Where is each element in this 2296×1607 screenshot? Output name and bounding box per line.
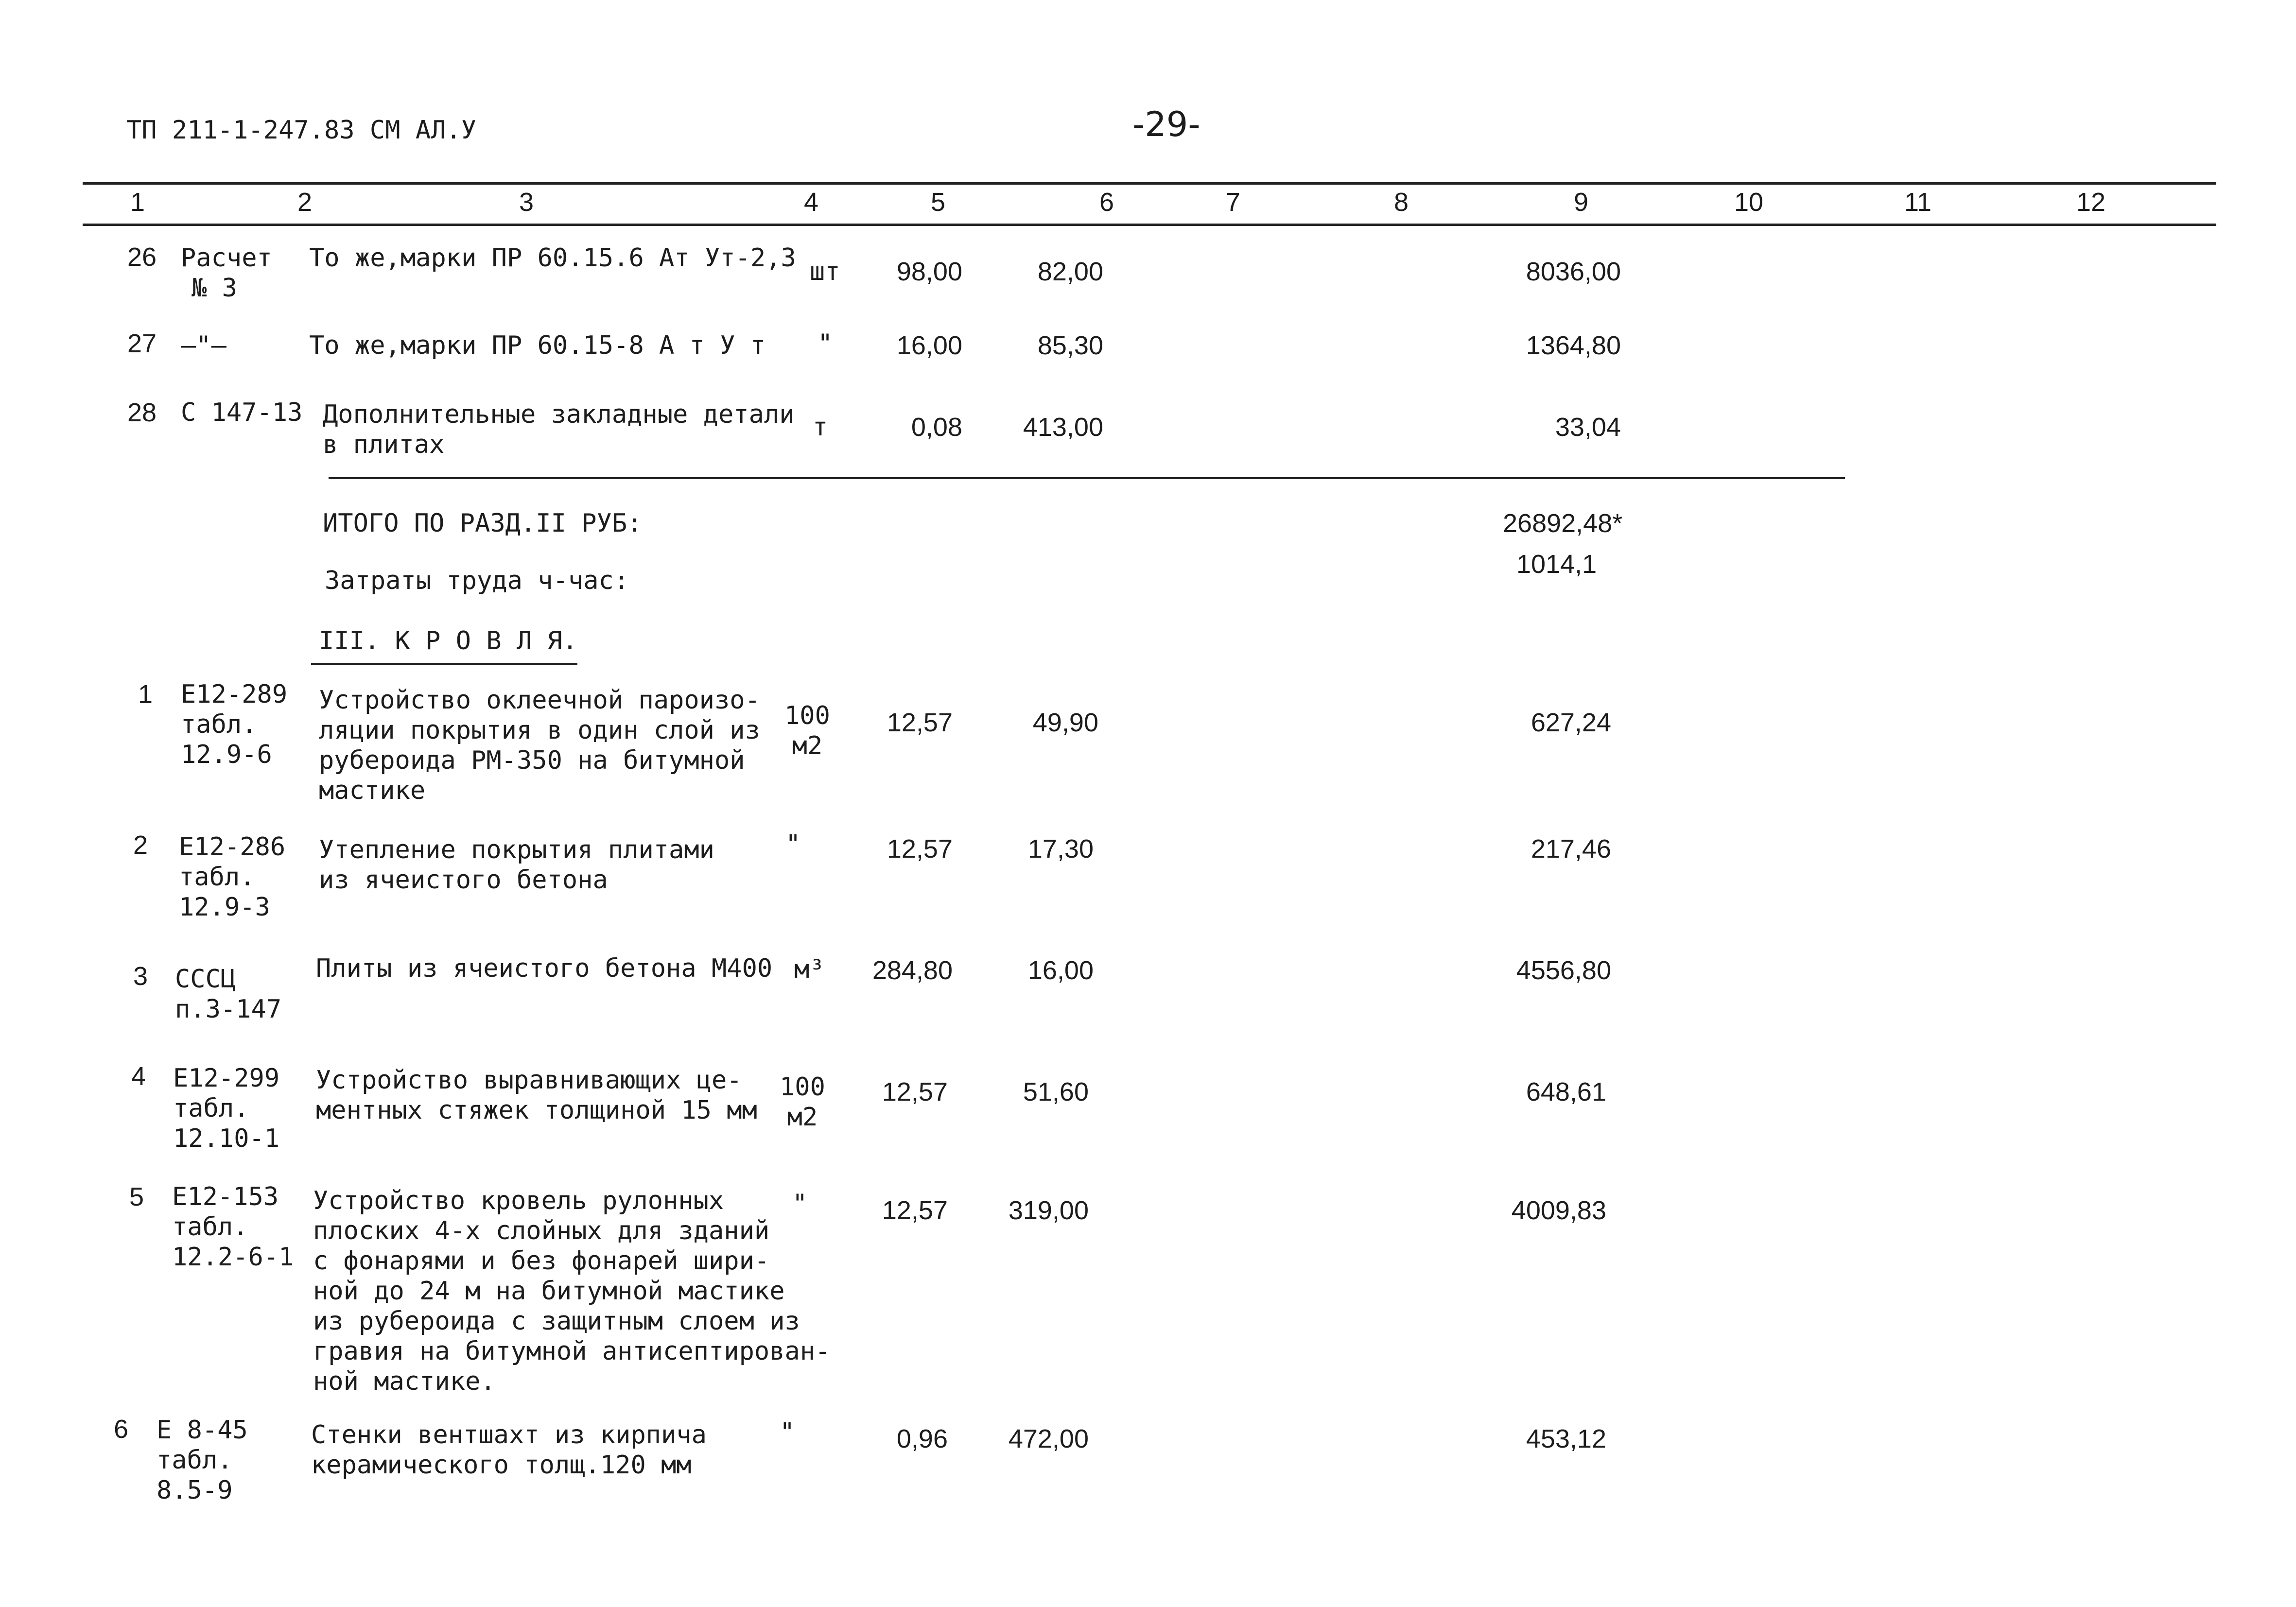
subtotal-rule [329, 477, 1845, 479]
unit-line: 100 [784, 701, 830, 730]
desc-line: плоских 4-х слойных для зданий [313, 1216, 770, 1245]
desc-line: Стенки вентшахт из кирпича [311, 1420, 707, 1450]
row-description [319, 685, 760, 806]
row-total: 648,61 [1526, 1077, 1606, 1106]
row-number: 28 [127, 398, 157, 427]
ref-line: Е12-286 [179, 832, 286, 862]
ref-line: табл. [179, 863, 255, 892]
row-total: 4556,80 [1516, 956, 1611, 985]
row-reference [179, 832, 285, 922]
row-unit-price: 17,30 [1027, 834, 1094, 864]
unit-line: 100 [780, 1072, 825, 1102]
row-description [313, 1186, 830, 1397]
row-reference [172, 1182, 294, 1272]
row-reference [181, 397, 302, 428]
row-unit-price: 472,00 [1008, 1424, 1089, 1453]
row-description [316, 1065, 757, 1125]
column-header-7: 7 [1226, 188, 1241, 217]
row-total: 4009,83 [1511, 1196, 1606, 1225]
row-unit: " [785, 829, 801, 859]
row-reference [181, 679, 287, 770]
column-header-10: 10 [1734, 188, 1764, 217]
ref-line: Е 8-45 [157, 1416, 248, 1445]
document-code: ТП 211-1-247.83 СМ АЛ.У [126, 116, 477, 145]
row-unit: " [780, 1417, 795, 1447]
ref-line: Расчет [181, 243, 272, 273]
row-total: 627,24 [1531, 708, 1611, 737]
desc-line: рубероида РМ-350 на битумной [319, 746, 745, 775]
ref-line: 12.2-6-1 [172, 1243, 294, 1272]
desc-line: мастике [319, 776, 426, 805]
desc-line: То же,марки ПР 60.15-8 А т У т [309, 331, 766, 360]
ref-line: Е12-299 [173, 1064, 280, 1093]
ref-line: п.3-147 [175, 995, 282, 1024]
ref-line: табл. [181, 710, 257, 739]
section-title: III. К Р О В Л Я. [319, 626, 578, 656]
row-number: 26 [127, 242, 157, 272]
row-quantity: 12,57 [882, 1196, 948, 1225]
row-number: 4 [131, 1062, 146, 1091]
desc-line: из рубероида с защитным слоем из [313, 1307, 800, 1336]
desc-line: ной до 24 м на битумной мастике [313, 1277, 785, 1306]
row-quantity: 12,57 [887, 708, 953, 737]
row-number: 1 [138, 680, 153, 709]
row-total: 33,04 [1555, 413, 1621, 442]
row-unit-price: 51,60 [1023, 1077, 1089, 1106]
row-total: 217,46 [1531, 834, 1611, 864]
desc-line: ляции покрытия в один слой из [319, 716, 760, 745]
section-total-label: ИТОГО ПО РАЗД.II РУБ: [323, 509, 643, 538]
row-unit-price: 85,30 [1037, 331, 1103, 360]
desc-line: Устройство выравнивающих це- [316, 1066, 742, 1095]
desc-line: гравия на битумной антисептирован- [313, 1337, 831, 1366]
section-total-value: 26892,48* [1503, 509, 1623, 538]
row-unit-price: 49,90 [1032, 708, 1098, 737]
row-unit [784, 701, 830, 761]
ref-line: 12.10-1 [173, 1124, 280, 1153]
row-number: 3 [133, 962, 148, 991]
row-quantity: 0,08 [911, 413, 962, 442]
row-unit-price: 319,00 [1008, 1196, 1089, 1225]
row-reference [181, 330, 226, 361]
ref-line: Е12-289 [181, 680, 288, 709]
desc-line: Устройство оклеечной пароизо- [319, 686, 760, 715]
ref-line: 12.9-3 [179, 893, 270, 922]
row-number: 6 [114, 1415, 129, 1444]
column-header-4: 4 [804, 188, 819, 217]
row-number: 5 [129, 1182, 144, 1211]
row-reference [181, 243, 272, 303]
row-quantity: 284,80 [872, 956, 953, 985]
row-number: 27 [127, 329, 157, 358]
labor-cost-label: Затраты труда ч-час: [325, 566, 629, 595]
row-description [309, 330, 765, 361]
ref-line: 12.9-6 [181, 740, 272, 769]
ref-line: Е12-153 [172, 1182, 279, 1211]
row-unit [780, 1072, 825, 1132]
row-unit-price: 82,00 [1037, 257, 1103, 286]
desc-line: Утепление покрытия плитами [319, 835, 714, 864]
row-total: 8036,00 [1526, 257, 1621, 286]
ref-line: 8.5-9 [157, 1476, 233, 1505]
desc-line: Плиты из ячеистого бетона М400 [316, 954, 773, 983]
ref-line: —"— [181, 331, 226, 360]
desc-line: керамического толщ.120 мм [311, 1451, 692, 1480]
column-header-2: 2 [297, 188, 313, 217]
row-description [311, 1420, 707, 1480]
row-description [319, 835, 714, 895]
section-title-underline [311, 663, 577, 665]
ref-line: табл. [173, 1094, 249, 1123]
column-header-11: 11 [1904, 188, 1932, 217]
column-header-5: 5 [931, 188, 946, 217]
table-header-bottom-rule [83, 224, 2216, 226]
desc-line: в плитах [323, 430, 445, 459]
row-total: 1364,80 [1526, 331, 1621, 360]
row-quantity: 16,00 [896, 331, 962, 360]
unit-line: м2 [792, 731, 823, 760]
row-unit: шт [810, 257, 840, 286]
unit-line: м2 [787, 1103, 818, 1132]
table-top-rule [83, 182, 2216, 185]
desc-line: ментных стяжек толщиной 15 мм [316, 1096, 757, 1125]
row-unit-price: 16,00 [1027, 956, 1094, 985]
row-description [316, 953, 772, 984]
row-quantity: 12,57 [887, 834, 953, 864]
desc-line: ной мастике. [313, 1367, 496, 1396]
column-header-12: 12 [2076, 188, 2106, 217]
column-header-9: 9 [1574, 188, 1589, 217]
row-unit-price: 413,00 [1023, 413, 1103, 442]
row-number: 2 [133, 830, 148, 860]
ref-line: № 3 [191, 274, 237, 303]
row-quantity: 12,57 [882, 1077, 948, 1106]
ref-line: СССЦ [175, 965, 236, 994]
desc-line: Устройство кровель рулонных [313, 1186, 724, 1215]
row-reference [157, 1415, 248, 1505]
desc-line: Дополнительные закладные детали [323, 400, 795, 429]
row-quantity: 0,96 [896, 1424, 948, 1453]
column-header-3: 3 [519, 188, 534, 217]
row-unit: " [818, 329, 833, 358]
page-number: -29- [1132, 104, 1200, 144]
desc-line: с фонарями и без фонарей шири- [313, 1246, 770, 1276]
row-unit: т [813, 413, 828, 442]
row-description [323, 399, 795, 460]
row-total: 453,12 [1526, 1424, 1606, 1453]
desc-line: То же,марки ПР 60.15.6 Ат Ут-2,3 [309, 243, 796, 273]
desc-line: из ячеистого бетона [319, 865, 608, 895]
row-description [309, 243, 796, 273]
row-unit: " [792, 1189, 808, 1218]
row-quantity: 98,00 [896, 257, 962, 286]
column-header-8: 8 [1394, 188, 1409, 217]
row-reference [173, 1063, 279, 1154]
labor-cost-value: 1014,1 [1516, 550, 1597, 579]
column-header-1: 1 [130, 188, 145, 217]
ref-line: табл. [157, 1446, 233, 1475]
ref-line: табл. [172, 1212, 248, 1242]
row-reference [175, 964, 281, 1024]
row-unit: м³ [794, 955, 825, 984]
column-header-6: 6 [1099, 188, 1114, 217]
ref-line: С 147-13 [181, 398, 303, 427]
